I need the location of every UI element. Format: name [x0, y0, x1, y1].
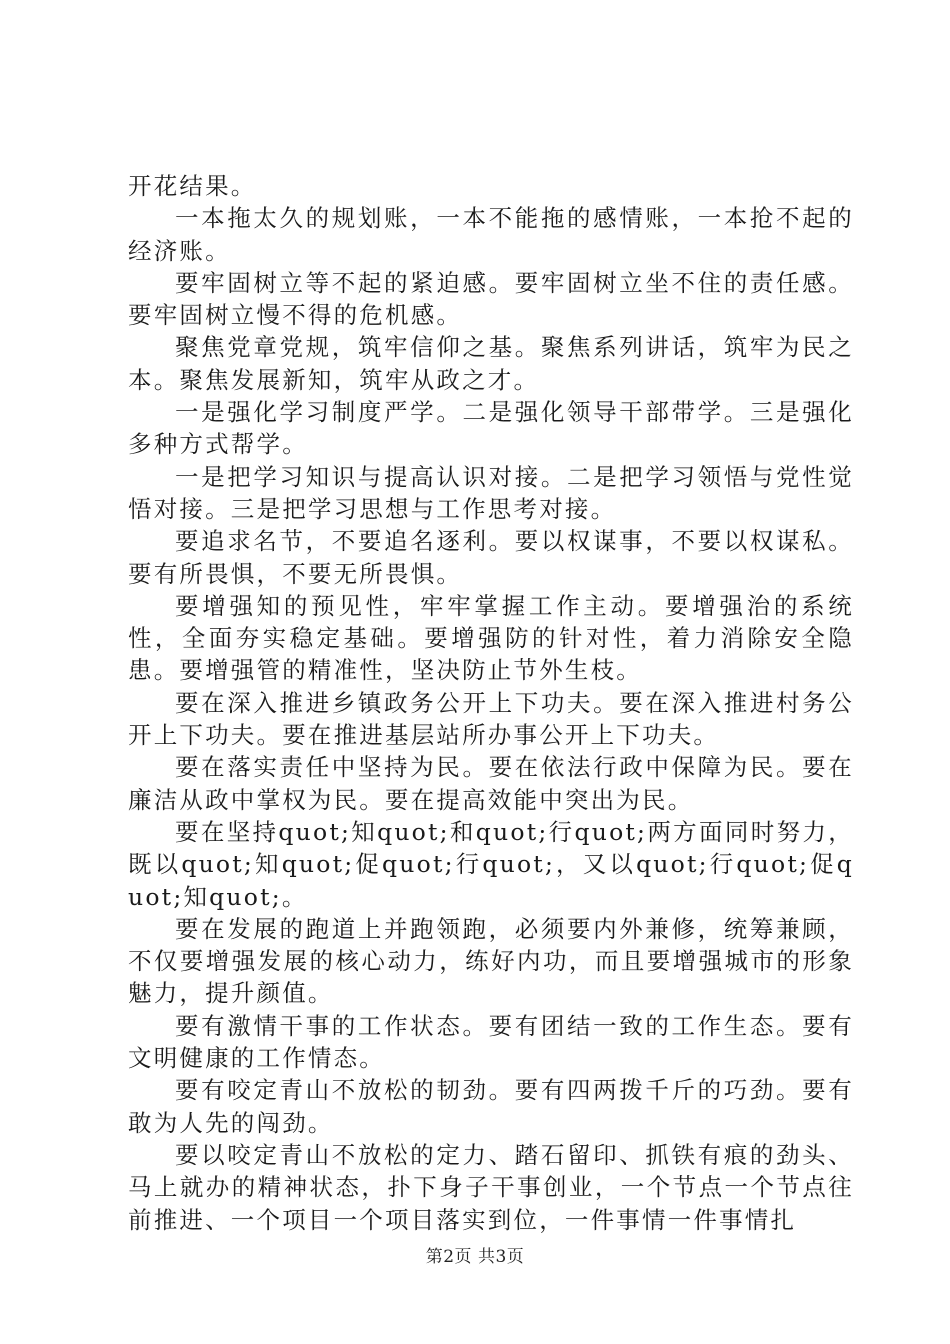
- paragraph: 一本拖太久的规划账，一本不能拖的感情账，一本抢不起的经济账。: [128, 204, 854, 265]
- paragraph: 要有咬定青山不放松的韧劲。要有四两拨千斤的巧劲。要有敢为人先的闯劲。: [128, 1076, 854, 1137]
- paragraph: 一是强化学习制度严学。二是强化领导干部带学。三是强化多种方式帮学。: [128, 398, 854, 459]
- paragraph: 聚焦党章党规，筑牢信仰之基。聚焦系列讲话，筑牢为民之本。聚焦发展新知，筑牢从政之才。: [128, 333, 854, 394]
- paragraph: 开花结果。: [128, 172, 257, 200]
- paragraph: 要增强知的预见性，牢牢掌握工作主动。要增强治的系统性，全面夯实稳定基础。要增强防的针对性，着力消除安全隐患。要增强管的精准性，坚决防止节外生枝。: [128, 591, 854, 685]
- page-number-footer: 第2页 共3页: [425, 1247, 525, 1267]
- paragraph: 要以咬定青山不放松的定力、踏石留印、抓铁有痕的劲头、马上就办的精神状态，扑下身子干事创业，一个节点一个节点往前推进、一个项目一个项目落实到位，一件事情一件事情扎: [128, 1140, 854, 1234]
- paragraph: 要在落实责任中坚持为民。要在依法行政中保障为民。要在廉洁从政中掌权为民。要在提高效能中突出为民。: [128, 753, 854, 814]
- paragraph: 要追求名节，不要追名逐利。要以权谋事，不要以权谋私。要有所畏惧，不要无所畏惧。: [128, 527, 854, 588]
- document-body: [128, 170, 854, 1236]
- paragraph: 要在发展的跑道上并跑领跑，必须要内外兼修，统筹兼顾，不仅要增强发展的核心动力，练好内功，而且要增强城市的形象魅力，提升颜值。: [128, 914, 854, 1008]
- paragraph: 要有激情干事的工作状态。要有团结一致的工作生态。要有文明健康的工作情态。: [128, 1011, 854, 1073]
- paragraph: 要在坚持quot;知quot;和quot;行quot;两方面同时努力，既以quot;知quot;促quot;行quot;，又以quot;行quot;促quot;知quot;。: [128, 817, 854, 911]
- paragraph: 要牢固树立等不起的紧迫感。要牢固树立坐不住的责任感。要牢固树立慢不得的危机感。: [128, 268, 854, 330]
- paragraph: 一是把学习知识与提高认识对接。二是把学习领悟与党性觉悟对接。三是把学习思想与工作思考对接。: [128, 462, 854, 523]
- paragraph: 要在深入推进乡镇政务公开上下功夫。要在深入推进村务公开上下功夫。要在推进基层站所办事公开上下功夫。: [128, 688, 854, 750]
